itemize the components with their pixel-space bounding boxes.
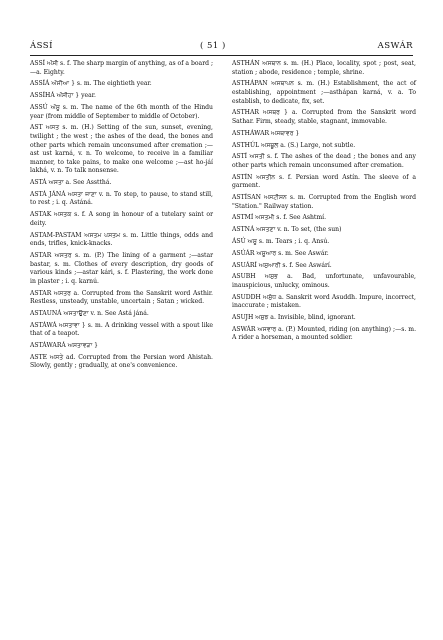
dictionary-entry: ASUDDH ਅਸੁੱਧ a. Sanskrit word Asuddh. Impure, incorrect, inaccurate ; mistaken. <box>232 293 418 310</box>
dictionary-entry: ASTHÁPAN ਅਸਥਾਪਨ s. m. (H.) Establishment, the act of establishing, appointment ;—asthápan karná, v. a. To establish, to dedicate, fix, set. <box>232 80 418 105</box>
dictionary-entry: ASWÁR ਅਸਵਾਰ a. (P.) Mounted, riding (on anything) ;—s. m. A rider a horseman, a mounted soldier. <box>232 325 418 342</box>
dictionary-entry: AST ਅਸਤ s. m. (H.) Setting of the sun, sunset, evening, twilight ; the west ; the ashes of the dead, the bones and other parts which remain unconsumed after cremation ;—ast ust karná, v. n. To welcome, to receive in a familiar manner, to take pains, to make one welcome ;—ast ho-jáí lakhá, v. n. To talk nonsense. <box>30 124 215 175</box>
dictionary-entry: ASTÍN ਅਸਤੀਨ s. f. Persian word Astín. The sleeve of a garment. <box>232 173 418 190</box>
header-page-number: ( 51 ) <box>200 41 226 51</box>
dictionary-entry: ASTAR ਅਸਤਰ s. m. (P.) The lining of a garment ;—astar bastar, s. m. Clothes of every description, dry goods of various kinds ;—astar kári, s. f. Plastering, the work done in plaster ; i. q. karnú. <box>30 251 215 285</box>
dictionary-entry: ASTÍ ਅਸਤੀ s. f. The ashes of the dead ; the bones and any other parts which remain unconsumed after cremation. <box>232 153 418 169</box>
dictionary-entry: ASTAM-PASTAM ਅਸਤਮ ਪਸਤਮ s. m. Little things, odds and ends, trifles, knick-knacks. <box>30 231 215 248</box>
dictionary-entry: ASTHAR ਅਸਥਰ } a. Corrupted from the Sanskrit word Sathar. Firm, steady, stable, stagnant, immovable. <box>232 109 418 125</box>
dictionary-entry: ASTÁ ਅਸਤਾ a. See Asstthá. <box>30 179 112 187</box>
dictionary-entry: ASTNÁ ਅਸਤਣਾ v. n. To set, (the sun) <box>232 226 342 234</box>
dictionary-entry: ASTHÁN ਅਸਥਾਨ s. m. (H.) Place, locality, spot ; post, seat, station ; abode, residence ; temple, shrine. <box>232 60 418 76</box>
dictionary-entry: ASTHÁWAR ਅਸਥਾਵਰ } <box>232 129 300 137</box>
header-left-guide-word: ÁSSÍ <box>30 41 53 51</box>
dictionary-entry: ASUBH ਅਸੁਭ a. Bad, unfortunate, unfavourable, inauspicious, unlucky, ominous. <box>232 273 418 289</box>
dictionary-entry: ASTAUNÁ ਅਸਤਾਉਣਾ v. n. See Astá jáná. <box>30 309 149 317</box>
dictionary-entry: ASUJH ਅਸੁਝ a. Invisible, blind, ignorant. <box>232 314 356 322</box>
header-right-guide-word: ASWÁR <box>377 41 413 51</box>
dictionary-entry: ASTE ਅਸਤੇ ad. Corrupted from the Persian word Ahistah. Slowly, gently ; gradually, at one's convenience. <box>30 353 215 370</box>
page-header <box>30 41 413 55</box>
dictionary-entry: ASÚÁR ਅਸੂਆਰ s. m. See Aswár. <box>232 249 329 257</box>
dictionary-entry: ASSÍHÁ ਅੱਸੀਹਾ } year. <box>30 92 96 100</box>
dictionary-entry: ASSÍÁ ਅੱਸੀਆ } s. m. The eightieth year. <box>30 80 152 88</box>
header-rule <box>30 55 413 56</box>
dictionary-entry: ASTÁWÁ ਅਸਤਾਵਾ } s. m. A drinking vessel with a spout like that of a teapot. <box>30 321 215 338</box>
dictionary-entry: ASSÍ ਅੱਸੀ s. f. The sharp margin of anything, as of a board ;—a. Eighty. <box>30 60 213 76</box>
dictionary-entry: ASTAK ਅਸਤਕ s. f. A song in honour of a tutelary saint or deity. <box>30 211 215 227</box>
right-column <box>232 60 416 346</box>
dictionary-entry: ASTÍSAN ਅਸਟੀਸਨ s. m. Corrupted from the English word "Station." Railway station. <box>232 194 418 210</box>
left-column <box>30 60 213 374</box>
dictionary-entry: ASTÁ JÁNÁ ਅਸਤਾ ਜਾਣਾ v. n. To step, to pause, to stand still, to rest ; i. q. Astáná. <box>30 190 215 207</box>
dictionary-entry: ASTHÚL ਅਸਥੂਲ a. (S.) Large, not subtle. <box>232 141 356 149</box>
dictionary-entry: ASTAR ਅਸਤਰ a. Corrupted from the Sanskrit word Asthir. Restless, unsteady, unstable, uncertain ; Satan ; wicked. <box>30 289 215 306</box>
dictionary-entry: ASTMÍ ਅਸਤਮੀ s. f. See Ashtmí. <box>232 214 327 222</box>
dictionary-entry: ASTÁWARÁ ਅਸਤਾਵੜਾ } <box>30 342 99 350</box>
dictionary-entry: ASSÚ ਅੱਸੂ s. m. The name of the 6th month of the Hindu year (from middle of September to middle of October). <box>30 103 215 120</box>
dictionary-entry: ÁSÚ ਅਸੂ s. m. Tears ; i. q. Ansú. <box>232 237 330 245</box>
dictionary-entry: ASUÁRÍ ਅਸੁਆਰੀ s. f. See Aswárí. <box>232 261 332 269</box>
